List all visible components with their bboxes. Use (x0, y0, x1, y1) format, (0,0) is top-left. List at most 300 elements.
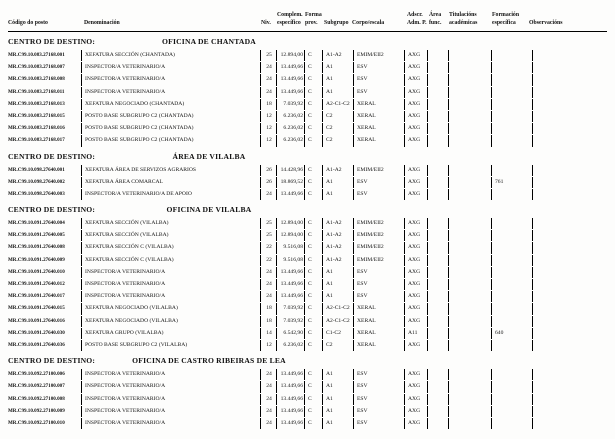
cell-observacions (532, 189, 608, 200)
cell-complemento: 13.449,66 (276, 291, 305, 302)
cell-codigo: MR.C99.10.092.27100.008 (8, 395, 65, 402)
header-rule (8, 31, 607, 32)
cell-nivel: 24 (260, 189, 277, 200)
cell-forma-prov: C (304, 316, 323, 327)
centro-destino-label: CENTRO DE DESTINO: (8, 356, 96, 366)
cell-formacion (491, 87, 533, 98)
cell-complemento: 6.542,90 (276, 328, 305, 339)
cell-adscr-adm-p: AXG (404, 99, 428, 110)
cell-titulacion (448, 394, 492, 405)
cell-adscr-adm-p: AXG (404, 267, 428, 278)
cell-observacions (532, 62, 608, 73)
cell-corpo-escala: ESV (353, 381, 405, 392)
section-rows (0, 50, 615, 147)
cell-area-func (427, 177, 449, 188)
cell-nivel: 24 (260, 267, 277, 278)
cell-titulacion (448, 267, 492, 278)
cell-corpo-escala: ESV (353, 87, 405, 98)
cell-complemento: 13.449,66 (276, 394, 305, 405)
cell-area-func (427, 303, 449, 314)
cell-denominacion: INSPECTOR/A VETERINARIO/A (81, 291, 263, 302)
cell-complemento: 9.516,08 (276, 242, 305, 253)
cell-forma-prov: C (304, 340, 323, 351)
cell-denominacion: XEFATURA SECCIÓN C (VILALBA) (81, 255, 263, 266)
column-header-titulacion-2: académicas (449, 20, 478, 26)
cell-denominacion: INSPECTOR/A VETERINARIO/A (81, 267, 263, 278)
cell-corpo-escala: XERAL (353, 123, 405, 134)
cell-forma-prov: C (304, 99, 323, 110)
cell-titulacion (448, 230, 492, 241)
cell-forma-prov: C (304, 267, 323, 278)
cell-observacions (532, 50, 608, 61)
cell-area-func (427, 218, 449, 229)
cell-nivel: 24 (260, 381, 277, 392)
cell-codigo: MR.C99.10.083.27168.001 (8, 52, 65, 58)
column-header-complem-2: específico (277, 20, 301, 26)
table-row (0, 50, 615, 61)
cell-forma-prov: C (304, 242, 323, 253)
cell-denominacion: INSPECTOR/A VETERINARIO/A DE APOIO (81, 189, 263, 200)
cell-forma-prov: C (304, 177, 323, 188)
cell-adscr-adm-p: AXG (404, 165, 428, 176)
cell-codigo: MR.C99.10.098.27640.003 (8, 190, 65, 197)
cell-formacion: 761 (491, 177, 533, 188)
cell-titulacion (448, 328, 492, 339)
cell-observacions (532, 340, 608, 351)
cell-adscr-adm-p: AXG (404, 87, 428, 98)
table-row (0, 279, 615, 290)
cell-codigo: MR.C99.10.091.27640.030 (8, 329, 65, 336)
cell-titulacion (448, 406, 492, 417)
cell-adscr-adm-p: AXG (404, 242, 428, 253)
cell-nivel: 22 (260, 242, 277, 253)
cell-titulacion (448, 279, 492, 290)
cell-observacions (532, 406, 608, 417)
cell-formacion (491, 242, 533, 253)
cell-nivel: 24 (260, 406, 277, 417)
cell-subgrupo: C2 (322, 123, 354, 134)
cell-formacion (491, 165, 533, 176)
cell-titulacion (448, 123, 492, 134)
cell-formacion (491, 303, 533, 314)
cell-nivel: 18 (260, 316, 277, 327)
cell-area-func (427, 394, 449, 405)
cell-denominacion: POSTO BASE SUBGRUPO C2 (CHANTADA) (81, 135, 263, 146)
cell-formacion: 640 (491, 328, 533, 339)
table-row (0, 255, 615, 266)
cell-nivel: 25 (260, 218, 277, 229)
cell-denominacion: XEFATURA NEGOCIADO (VILALBA) (81, 316, 263, 327)
cell-formacion (491, 316, 533, 327)
cell-area-func (427, 99, 449, 110)
cell-subgrupo: A1-A2 (322, 50, 354, 61)
cell-nivel: 18 (260, 99, 277, 110)
cell-subgrupo: A1 (322, 279, 354, 290)
cell-denominacion: XEFATURA SECCIÓN (VILALBA) (81, 218, 263, 229)
cell-observacions (532, 267, 608, 278)
cell-complemento: 14.428,96 (276, 165, 305, 176)
cell-forma-prov: C (304, 111, 323, 122)
cell-area-func (427, 135, 449, 146)
cell-forma-prov: C (304, 394, 323, 405)
cell-formacion (491, 394, 533, 405)
cell-complemento: 6.236,02 (276, 123, 305, 134)
cell-complemento: 12.894,00 (276, 230, 305, 241)
cell-area-func (427, 340, 449, 351)
cell-forma-prov: C (304, 218, 323, 229)
cell-codigo: MR.C99.10.083.27168.007 (8, 64, 65, 71)
cell-forma-prov: C (304, 135, 323, 146)
column-header-denominacion: Denominación (84, 20, 120, 26)
cell-forma-prov: C (304, 87, 323, 98)
cell-forma-prov: C (304, 255, 323, 266)
cell-corpo-escala: ESV (353, 189, 405, 200)
cell-area-func (427, 87, 449, 98)
cell-complemento: 6.236,02 (276, 340, 305, 351)
cell-denominacion: INSPECTOR/A VETERINARIO/A (81, 381, 263, 392)
cell-observacions (532, 99, 608, 110)
column-header-adscr-1: Adscr. (407, 12, 423, 18)
cell-corpo-escala: EMIM/EII2 (353, 230, 405, 241)
cell-subgrupo: A1-A2 (322, 165, 354, 176)
cell-subgrupo: A1 (322, 394, 354, 405)
cell-denominacion: POSTO BASE SUBGRUPO C2 (CHANTADA) (81, 111, 263, 122)
cell-corpo-escala: XERAL (353, 328, 405, 339)
cell-observacions (532, 394, 608, 405)
cell-observacions (532, 418, 608, 429)
cell-nivel: 24 (260, 418, 277, 429)
cell-adscr-adm-p: AXG (404, 123, 428, 134)
cell-titulacion (448, 369, 492, 380)
table-row (0, 111, 615, 122)
table-row (0, 230, 615, 241)
cell-area-func (427, 369, 449, 380)
table-row (0, 369, 615, 380)
cell-area-func (427, 418, 449, 429)
cell-corpo-escala: EMIM/EII2 (353, 165, 405, 176)
cell-denominacion: INSPECTOR/A VETERINARIO/A (81, 394, 263, 405)
cell-complemento: 13.449,66 (276, 267, 305, 278)
cell-forma-prov: C (304, 50, 323, 61)
table-row (0, 218, 615, 229)
cell-denominacion: INSPECTOR/A VETERINARIO/A (81, 406, 263, 417)
centro-destino-section (0, 152, 615, 201)
cell-corpo-escala: XERAL (353, 303, 405, 314)
section-heading (0, 152, 615, 162)
cell-nivel: 14 (260, 328, 277, 339)
cell-denominacion: XEFATURA NEGOCIADO (VILALBA) (81, 303, 263, 314)
cell-nivel: 26 (260, 165, 277, 176)
cell-area-func (427, 279, 449, 290)
cell-complemento: 13.449,66 (276, 74, 305, 85)
cell-denominacion: XEFATURA ÁREA DE SERVIZOS AGRARIOS (81, 165, 263, 176)
cell-observacions (532, 230, 608, 241)
cell-codigo: MR.C99.10.091.27640.004 (8, 220, 65, 227)
cell-titulacion (448, 418, 492, 429)
cell-corpo-escala: ESV (353, 177, 405, 188)
cell-adscr-adm-p: A11 (404, 328, 428, 339)
cell-complemento: 18.869,52 (276, 177, 305, 188)
centro-destino-name: ÁREA DE VILALBA (172, 151, 246, 161)
section-heading (0, 205, 615, 215)
cell-observacions (532, 123, 608, 134)
cell-codigo: MR.C99.10.091.27640.008 (8, 244, 65, 251)
cell-subgrupo: A2-C1-C2 (322, 303, 354, 314)
cell-observacions (532, 165, 608, 176)
cell-denominacion: XEFATURA GRUPO (VILALBA) (81, 328, 263, 339)
cell-complemento: 12.894,00 (276, 50, 305, 61)
cell-corpo-escala: ESV (353, 406, 405, 417)
cell-corpo-escala: XERAL (353, 340, 405, 351)
column-header-area-1: Área (429, 12, 442, 18)
cell-codigo: MR.C99.10.092.27100.009 (8, 407, 65, 414)
column-header-adscr-2: Adm. P. (407, 20, 427, 26)
cell-titulacion (448, 381, 492, 392)
cell-complemento: 7.039,92 (276, 99, 305, 110)
cell-titulacion (448, 303, 492, 314)
cell-nivel: 25 (260, 50, 277, 61)
cell-nivel: 24 (260, 394, 277, 405)
cell-complemento: 13.449,66 (276, 189, 305, 200)
cell-codigo: MR.C99.10.092.27100.007 (8, 383, 65, 390)
cell-adscr-adm-p: AXG (404, 62, 428, 73)
cell-nivel: 12 (260, 111, 277, 122)
cell-codigo: MR.C99.10.083.27168.017 (8, 137, 65, 144)
cell-forma-prov: C (304, 165, 323, 176)
cell-codigo: MR.C99.10.091.27640.012 (8, 281, 65, 287)
cell-nivel: 26 (260, 177, 277, 188)
cell-adscr-adm-p: AXG (404, 369, 428, 380)
cell-forma-prov: C (304, 406, 323, 417)
cell-observacions (532, 369, 608, 380)
cell-subgrupo: C2 (322, 111, 354, 122)
cell-titulacion (448, 177, 492, 188)
cell-complemento: 13.449,66 (276, 87, 305, 98)
table-row (0, 303, 615, 314)
cell-codigo: MR.C99.10.083.27168.015 (8, 112, 65, 119)
cell-formacion (491, 369, 533, 380)
table-row (0, 406, 615, 417)
table-row (0, 316, 615, 327)
cell-titulacion (448, 316, 492, 327)
cell-corpo-escala: ESV (353, 291, 405, 302)
cell-nivel: 12 (260, 123, 277, 134)
cell-titulacion (448, 340, 492, 351)
table-row (0, 340, 615, 351)
cell-observacions (532, 177, 608, 188)
cell-formacion (491, 62, 533, 73)
cell-observacions (532, 291, 608, 302)
section-rows (0, 165, 615, 201)
cell-formacion (491, 255, 533, 266)
cell-corpo-escala: EMIM/EII2 (353, 242, 405, 253)
centro-destino-label: CENTRO DE DESTINO: (8, 151, 96, 161)
cell-denominacion: INSPECTOR/A VETERINARIO/A (81, 62, 263, 73)
centro-destino-section (0, 205, 615, 351)
cell-codigo: MR.C99.10.091.27640.009 (8, 256, 65, 263)
table-header (0, 8, 615, 32)
table-row (0, 165, 615, 176)
cell-corpo-escala: ESV (353, 74, 405, 85)
cell-subgrupo: C2 (322, 135, 354, 146)
table-row (0, 135, 615, 146)
cell-complemento: 9.516,08 (276, 255, 305, 266)
cell-corpo-escala: ESV (353, 418, 405, 429)
cell-formacion (491, 230, 533, 241)
cell-area-func (427, 328, 449, 339)
table-row (0, 87, 615, 98)
cell-corpo-escala: ESV (353, 62, 405, 73)
cell-subgrupo: A1 (322, 406, 354, 417)
cell-area-func (427, 291, 449, 302)
table-row (0, 418, 615, 429)
column-header-corpo-escala: Corpo/escala (352, 20, 385, 26)
column-header-formacion-1: Formación (492, 12, 520, 18)
cell-nivel: 24 (260, 87, 277, 98)
cell-titulacion (448, 87, 492, 98)
cell-complemento: 13.449,66 (276, 62, 305, 73)
cell-nivel: 24 (260, 369, 277, 380)
centro-destino-section (0, 37, 615, 147)
cell-complemento: 13.449,66 (276, 279, 305, 290)
cell-adscr-adm-p: AXG (404, 74, 428, 85)
table-row (0, 328, 615, 339)
cell-complemento: 7.039,92 (276, 316, 305, 327)
cell-corpo-escala: ESV (353, 394, 405, 405)
cell-area-func (427, 230, 449, 241)
centro-destino-label: CENTRO DE DESTINO: (8, 37, 96, 46)
column-header-subgrupo: Subgrupo (324, 20, 349, 26)
table-row (0, 291, 615, 302)
cell-corpo-escala: ESV (353, 279, 405, 290)
cell-nivel: 24 (260, 62, 277, 73)
cell-denominacion: POSTO BASE SUBGRUPO C2 (CHANTADA) (81, 123, 263, 134)
cell-subgrupo: A1 (322, 267, 354, 278)
section-rows (0, 218, 615, 351)
cell-adscr-adm-p: AXG (404, 189, 428, 200)
cell-subgrupo: A1 (322, 189, 354, 200)
cell-corpo-escala: XERAL (353, 99, 405, 110)
cell-formacion (491, 123, 533, 134)
cell-formacion (491, 74, 533, 85)
centro-destino-name: OFICINA DE VILALBA (166, 205, 252, 215)
cell-titulacion (448, 218, 492, 229)
cell-complemento: 13.449,66 (276, 381, 305, 392)
cell-complemento: 13.449,66 (276, 418, 305, 429)
column-header-niv: Niv. (261, 20, 271, 26)
cell-corpo-escala: XERAL (353, 316, 405, 327)
cell-subgrupo: A1-A2 (322, 230, 354, 241)
cell-forma-prov: C (304, 303, 323, 314)
cell-complemento: 13.449,66 (276, 369, 305, 380)
cell-observacions (532, 111, 608, 122)
cell-complemento: 6.236,02 (276, 135, 305, 146)
cell-adscr-adm-p: AXG (404, 381, 428, 392)
cell-formacion (491, 418, 533, 429)
cell-complemento: 7.039,92 (276, 303, 305, 314)
table-row (0, 189, 615, 200)
table-row (0, 394, 615, 405)
cell-titulacion (448, 62, 492, 73)
cell-area-func (427, 123, 449, 134)
cell-titulacion (448, 165, 492, 176)
cell-complemento: 13.449,66 (276, 406, 305, 417)
cell-titulacion (448, 74, 492, 85)
cell-observacions (532, 279, 608, 290)
cell-forma-prov: C (304, 74, 323, 85)
cell-denominacion: XEFATURA ÁREA COMARCAL (81, 177, 263, 188)
cell-observacions (532, 303, 608, 314)
cell-nivel: 22 (260, 255, 277, 266)
cell-formacion (491, 50, 533, 61)
centro-destino-label: CENTRO DE DESTINO: (8, 205, 96, 215)
cell-codigo: MR.C99.10.098.27640.001 (8, 166, 65, 173)
cell-subgrupo: A1 (322, 381, 354, 392)
cell-subgrupo: A1-A2 (322, 218, 354, 229)
cell-adscr-adm-p: AXG (404, 279, 428, 290)
cell-forma-prov: C (304, 123, 323, 134)
cell-subgrupo: A1-A2 (322, 255, 354, 266)
cell-corpo-escala: EMIM/EII2 (353, 255, 405, 266)
column-header-area-2: func. (429, 20, 442, 26)
cell-nivel: 12 (260, 340, 277, 351)
cell-titulacion (448, 99, 492, 110)
cell-subgrupo: A1 (322, 291, 354, 302)
cell-forma-prov: C (304, 62, 323, 73)
cell-corpo-escala: EMIM/EII2 (353, 50, 405, 61)
cell-denominacion: POSTO BASE SUBGRUPO C2 (VILALBA) (81, 340, 263, 351)
cell-subgrupo: A1 (322, 62, 354, 73)
cell-subgrupo: A2-C1-C2 (322, 316, 354, 327)
table-row (0, 381, 615, 392)
cell-subgrupo: C1-C2 (322, 328, 354, 339)
cell-codigo: MR.C99.10.092.27100.010 (8, 419, 65, 426)
table-row (0, 99, 615, 110)
cell-subgrupo: A2-C1-C2 (322, 99, 354, 110)
cell-nivel: 18 (260, 303, 277, 314)
centro-destino-name: OFICINA DE CHANTADA (162, 37, 256, 46)
cell-titulacion (448, 255, 492, 266)
cell-adscr-adm-p: AXG (404, 111, 428, 122)
table-row (0, 242, 615, 253)
section-heading (0, 37, 615, 47)
cell-adscr-adm-p: AXG (404, 406, 428, 417)
cell-titulacion (448, 242, 492, 253)
cell-observacions (532, 218, 608, 229)
cell-nivel: 24 (260, 291, 277, 302)
cell-subgrupo: C2 (322, 340, 354, 351)
cell-codigo: MR.C99.10.083.27168.013 (8, 100, 65, 107)
table-row (0, 267, 615, 278)
cell-denominacion: INSPECTOR/A VETERINARIO/A (81, 279, 263, 290)
cell-area-func (427, 62, 449, 73)
section-rows (0, 369, 615, 429)
cell-formacion (491, 291, 533, 302)
cell-codigo: MR.C99.10.091.27640.015 (8, 305, 65, 312)
centro-destino-name: OFICINA DE CASTRO RIBEIRAS DE LEA (132, 356, 286, 366)
cell-area-func (427, 189, 449, 200)
cell-nivel: 24 (260, 74, 277, 85)
cell-adscr-adm-p: AXG (404, 177, 428, 188)
cell-denominacion: INSPECTOR/A VETERINARIO/A (81, 369, 263, 380)
cell-codigo: MR.C99.10.083.27168.008 (8, 76, 65, 83)
cell-codigo: MR.C99.10.098.27640.002 (8, 178, 65, 185)
cell-area-func (427, 111, 449, 122)
cell-formacion (491, 135, 533, 146)
cell-observacions (532, 316, 608, 327)
cell-observacions (532, 381, 608, 392)
cell-area-func (427, 267, 449, 278)
